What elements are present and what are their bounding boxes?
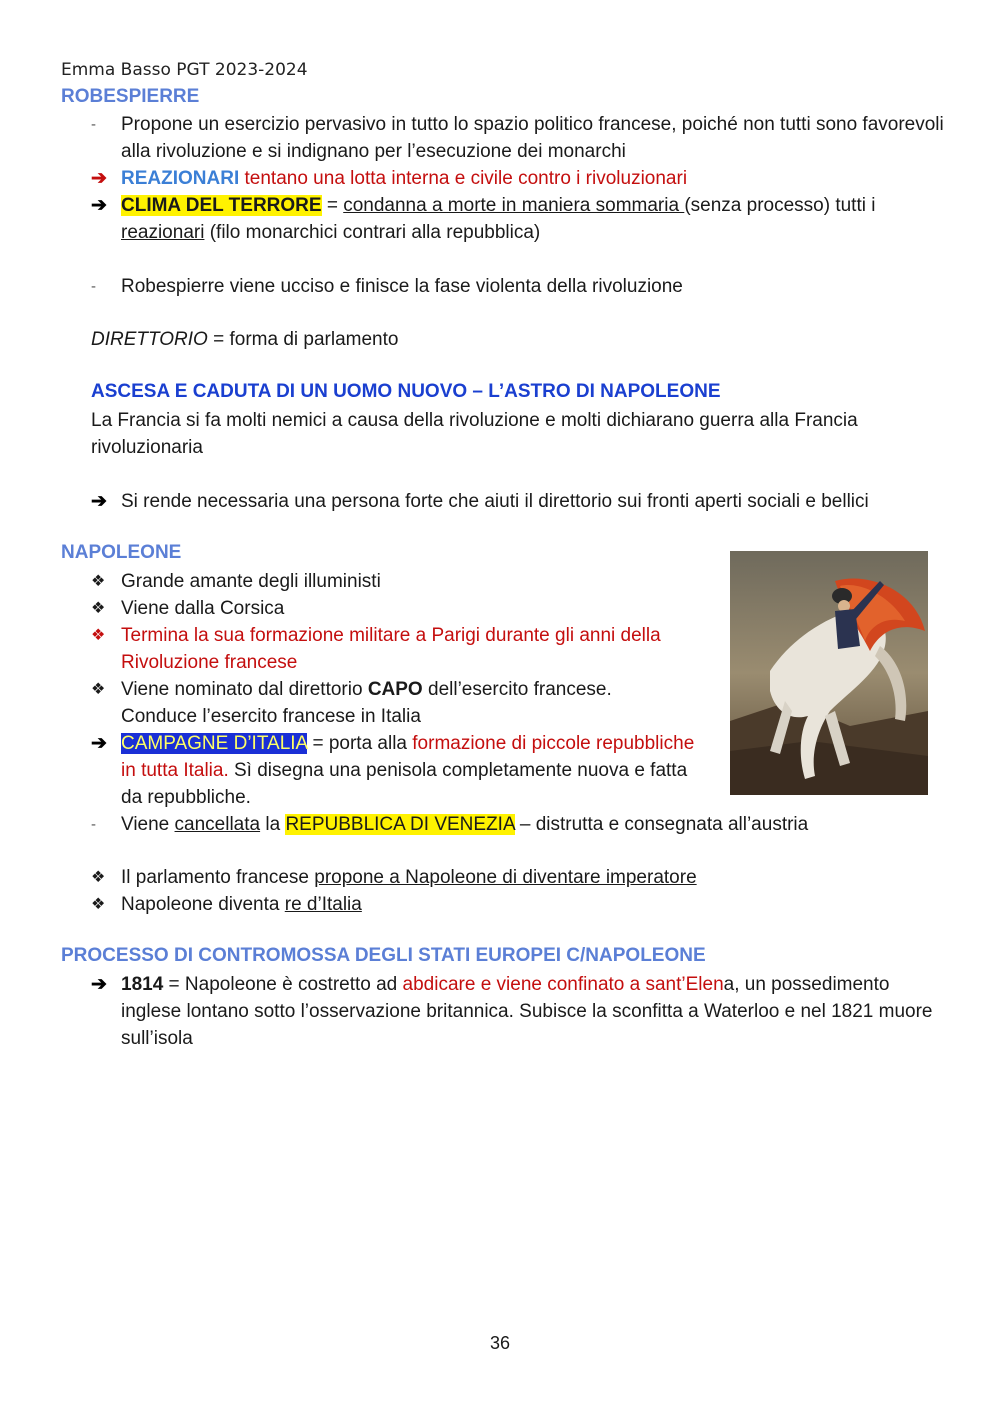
list-item-text: Si rende necessaria una persona forte che aiuti il direttorio sui fronti aperti sociali e bellici — [121, 491, 869, 512]
list-item — [91, 165, 951, 192]
list-item-text: Propone un esercizio pervasivo in tutto lo spazio politico francese, poiché non tutti sono favorevoli alla rivoluzione e si indignano per l’esecuzione dei monarchi — [121, 114, 944, 162]
list-item — [91, 622, 701, 676]
text-fragment: (filo monarchici contrari alla repubblica) — [204, 222, 541, 243]
text-fragment: = Napoleone è costretto ad — [163, 974, 403, 995]
red-text: formazione di piccole repubbliche in tutta Italia. — [121, 733, 695, 781]
italic-term: DIRETTORIO — [91, 329, 208, 350]
paragraph: La Francia si fa molti nemici a causa della rivoluzione e molti dichiarano guerra alla Francia rivoluzionaria — [91, 410, 858, 458]
list-item-text: Termina la sua formazione militare a Parigi durante gli anni della Rivoluzione francese — [121, 625, 661, 673]
diamond-bullet-icon: ❖ — [91, 869, 106, 886]
text-fragment: Conduce l’esercito francese in Italia — [121, 706, 421, 727]
text-fragment: (senza processo) tutti i — [684, 195, 876, 216]
arrow-right-icon: ➔ — [91, 491, 107, 512]
list-item — [91, 891, 951, 918]
list-item — [91, 488, 951, 515]
document-header: Emma Basso PGT 2023-2024 — [61, 60, 308, 80]
text-fragment: = — [321, 195, 344, 216]
text-fragment: – distrutta e consegnata all’austria — [514, 814, 809, 835]
underlined-text: re d’Italia — [284, 894, 362, 915]
text-fragment: = porta alla — [307, 733, 413, 754]
keyword-repubblica-venezia: REPUBBLICA DI VENEZIA — [285, 814, 515, 835]
list-item — [91, 568, 701, 595]
keyword-clima-del-terrore: CLIMA DEL TERRORE — [121, 195, 322, 216]
section-title-processo: PROCESSO DI CONTROMOSSA DEGLI STATI EUROPEI C/NAPOLEONE — [61, 945, 706, 966]
diamond-bullet-icon: ❖ — [91, 896, 106, 913]
list-item — [91, 111, 951, 165]
text-fragment: = forma di parlamento — [207, 329, 399, 350]
dash-icon: - — [91, 816, 96, 833]
arrow-right-icon: ➔ — [91, 974, 107, 995]
year-1814: 1814 — [121, 974, 164, 995]
list-item-text: Viene dalla Corsica — [121, 598, 285, 619]
list-item — [91, 971, 951, 1052]
text-fragment: Napoleone diventa — [121, 894, 285, 915]
diamond-bullet-icon: ❖ — [91, 573, 106, 590]
list-item-text: tentano una lotta interna e civile contro i rivoluzionari — [239, 168, 688, 189]
underlined-text: reazionari — [121, 222, 205, 243]
text-fragment: la — [260, 814, 286, 835]
list-item-text: Robespierre viene ucciso e finisce la fase violenta della rivoluzione — [121, 276, 683, 297]
list-item-text: Grande amante degli illuministi — [121, 571, 381, 592]
list-item — [91, 676, 701, 730]
section-title-ascesa: ASCESA E CADUTA DI UN UOMO NUOVO – L’ASTRO DI NAPOLEONE — [91, 381, 721, 402]
text-fragment: a, un possedimento inglese lontano sotto l’osservazione britannica. Subisce la sconfitta a Waterloo e nel 1821 muore sull’isola — [121, 974, 933, 1049]
keyword-reazionari: REAZIONARI — [121, 168, 240, 189]
arrow-right-icon: ➔ — [91, 733, 107, 754]
diamond-bullet-icon: ❖ — [91, 600, 106, 617]
arrow-right-icon: ➔ — [91, 168, 107, 189]
page-number: 36 — [489, 1333, 511, 1353]
text-fragment: Viene nominato dal direttorio — [121, 679, 368, 700]
text-fragment: Il parlamento francese — [121, 867, 315, 888]
napoleon-painting-image — [730, 551, 928, 795]
dash-icon: - — [91, 116, 96, 133]
keyword-campagne-italia: CAMPAGNE D’ITALIA — [121, 733, 308, 754]
section-title-napoleone: NAPOLEONE — [61, 542, 182, 563]
red-text: abdicare e viene confinato a sant’Elen — [402, 974, 724, 995]
text-fragment: dell’esercito francese. — [422, 679, 612, 700]
underlined-text: cancellata — [174, 814, 261, 835]
diamond-bullet-icon: ❖ — [91, 681, 106, 698]
underlined-text: condanna a morte in maniera sommaria — [343, 195, 685, 216]
list-item — [91, 811, 951, 838]
dash-icon: - — [91, 278, 96, 295]
keyword-capo: CAPO — [367, 679, 423, 700]
text-fragment: Viene — [121, 814, 175, 835]
list-item — [91, 192, 951, 246]
list-item — [91, 864, 951, 891]
list-item — [91, 730, 711, 811]
list-item — [91, 595, 701, 622]
definition-direttorio — [91, 326, 941, 353]
list-item — [91, 273, 951, 300]
section-title-robespierre: ROBESPIERRE — [61, 86, 200, 107]
diamond-bullet-icon: ❖ — [91, 627, 106, 644]
text-fragment: Sì disegna una penisola completamente nuova e fatta da repubbliche. — [121, 760, 688, 808]
arrow-right-icon: ➔ — [91, 195, 107, 216]
underlined-text: propone a Napoleone di diventare imperatore — [314, 867, 697, 888]
